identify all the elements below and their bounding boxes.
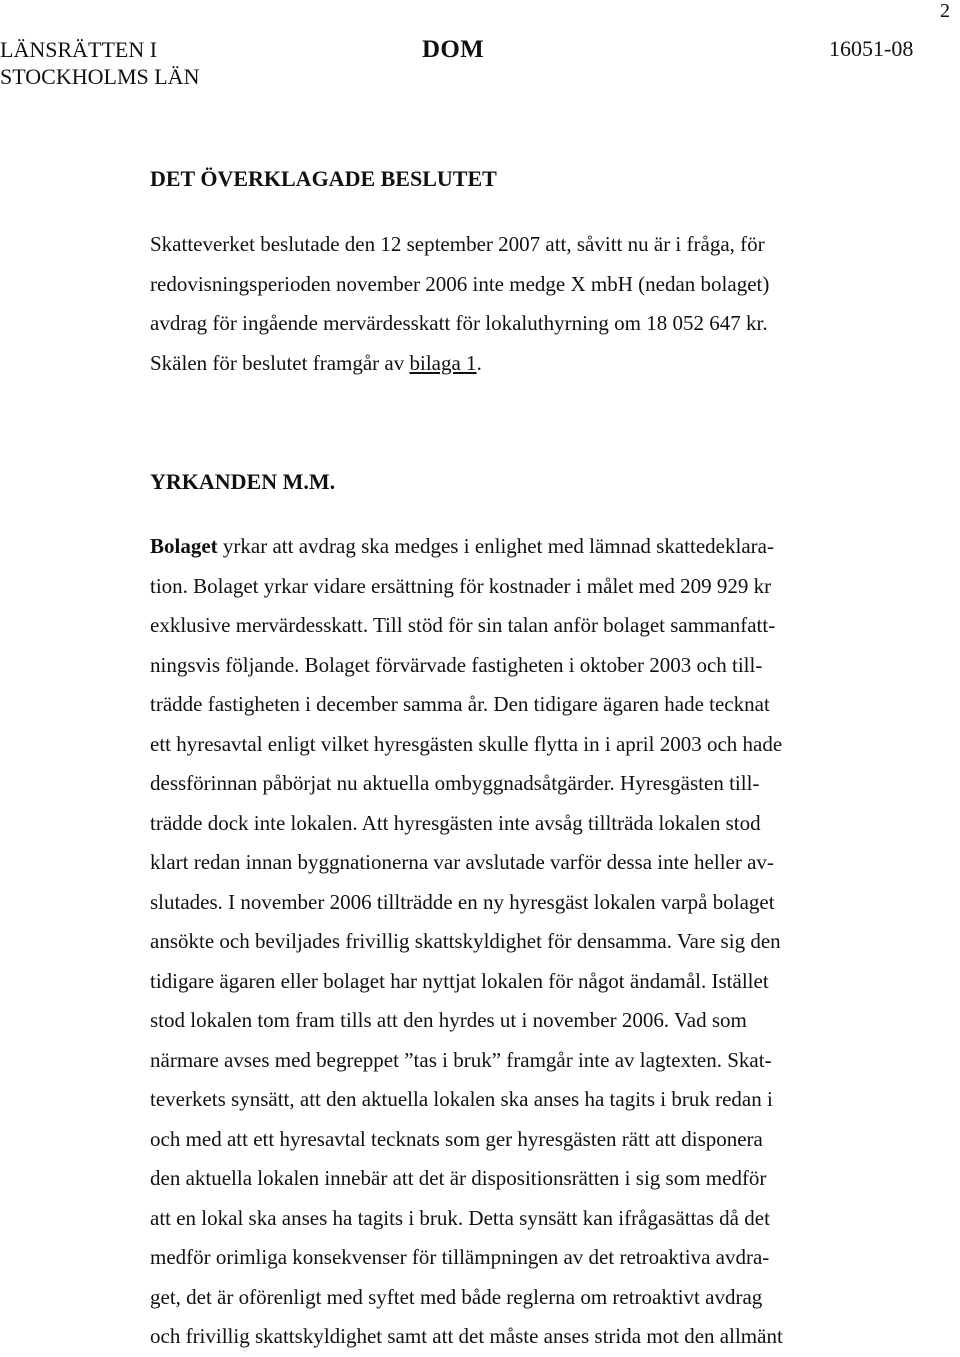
paragraph-line: avdrag för ingående mervärdesskatt för lokaluthyrning om 18 052 647 kr. [150,311,768,335]
paragraph-line: trädde fastigheten i december samma år. Den tidigare ägaren hade tecknat [150,692,770,716]
paragraph-line: get, det är oförenligt med syftet med både reglerna om retroaktivt avdrag [150,1284,763,1309]
paragraph-line: trädde dock inte lokalen. Att hyresgästen inte avsåg tillträda lokalen stod [150,810,761,835]
paragraph-line: Skatteverket beslutade den 12 september 2007 att, såvitt nu är i fråga, för [150,232,765,256]
paragraph-line: exklusive mervärdesskatt. Till stöd för sin talan anför bolaget sammanfatt- [150,613,776,637]
claims-paragraph [150,527,850,1357]
paragraph-line: ett hyresavtal enligt vilket hyresgästen skulle flytta in i april 2003 och hade [150,731,783,756]
paragraph-line: tion. Bolaget yrkar vidare ersättning för kostnader i målet med 209 929 kr [150,573,772,598]
paragraph-line: stod lokalen tom fram tills att den hyrdes ut i november 2006. Vad som [150,1008,747,1032]
paragraph-line: och frivillig skattskyldighet samt att det måste anses strida mot den allmänt [150,1324,783,1348]
claim-text: yrkar att avdrag ska medges i enlighet med lämnad skattedeklara- [217,534,774,558]
section-heading-decision: DET ÖVERKLAGADE BESLUTET [150,166,497,191]
party-name: Bolaget [150,534,218,558]
paragraph-line: och med att ett hyresavtal tecknats som ger hyresgästen rätt att disponera [150,1126,763,1151]
court-name [0,36,199,90]
paragraph-line [150,344,850,384]
decision-paragraph [150,225,850,383]
paragraph-line: närmare avses med begreppet ”tas i bruk” framgår inte av lagtexten. Skat- [150,1047,772,1072]
paragraph-line: dessförinnan påbörjat nu aktuella ombyggnadsåtgärder. Hyresgästen till- [150,771,760,795]
paragraph-line: ningsvis följande. Bolaget förvärvade fastigheten i oktober 2003 och till- [150,652,763,677]
court-name-line-2: STOCKHOLMS LÄN [0,64,200,89]
paragraph-line: redovisningsperioden november 2006 inte medge X mbH (nedan bolaget) [150,271,770,296]
reasons-text: Skälen för beslutet framgår av [150,350,410,375]
attachment-link[interactable]: bilaga 1 [409,350,477,375]
paragraph-line: teverkets synsätt, att den aktuella lokalen ska anses ha tagits i bruk redan i [150,1087,773,1111]
paragraph-line: den aktuella lokalen innebär att det är dispositionsrätten i sig som medför [150,1166,767,1190]
case-number: 16051-08 [829,36,914,61]
period: . [476,350,482,375]
paragraph-line: medför orimliga konsekvenser för tillämpningen av det retroaktiva avdra- [150,1245,770,1269]
page-number: 2 [940,0,950,22]
paragraph-line [150,527,850,567]
section-heading-claims: YRKANDEN M.M. [150,469,336,494]
paragraph-line: klart redan innan byggnationerna var avslutade varför dessa inte heller av- [150,850,774,874]
document-type: DOM [422,36,484,63]
paragraph-line: att en lokal ska anses ha tagits i bruk. Detta synsätt kan ifrågasättas då det [150,1205,770,1230]
paragraph-line: slutades. I november 2006 tillträdde en ny hyresgäst lokalen varpå bolaget [150,889,775,914]
paragraph-line: tidigare ägaren eller bolaget har nyttjat lokalen för något ändamål. Istället [150,968,769,993]
court-name-line-1: LÄNSRÄTTEN I [0,37,158,62]
paragraph-line: ansökte och beviljades frivillig skattskyldighet för densamma. Vare sig den [150,929,781,953]
